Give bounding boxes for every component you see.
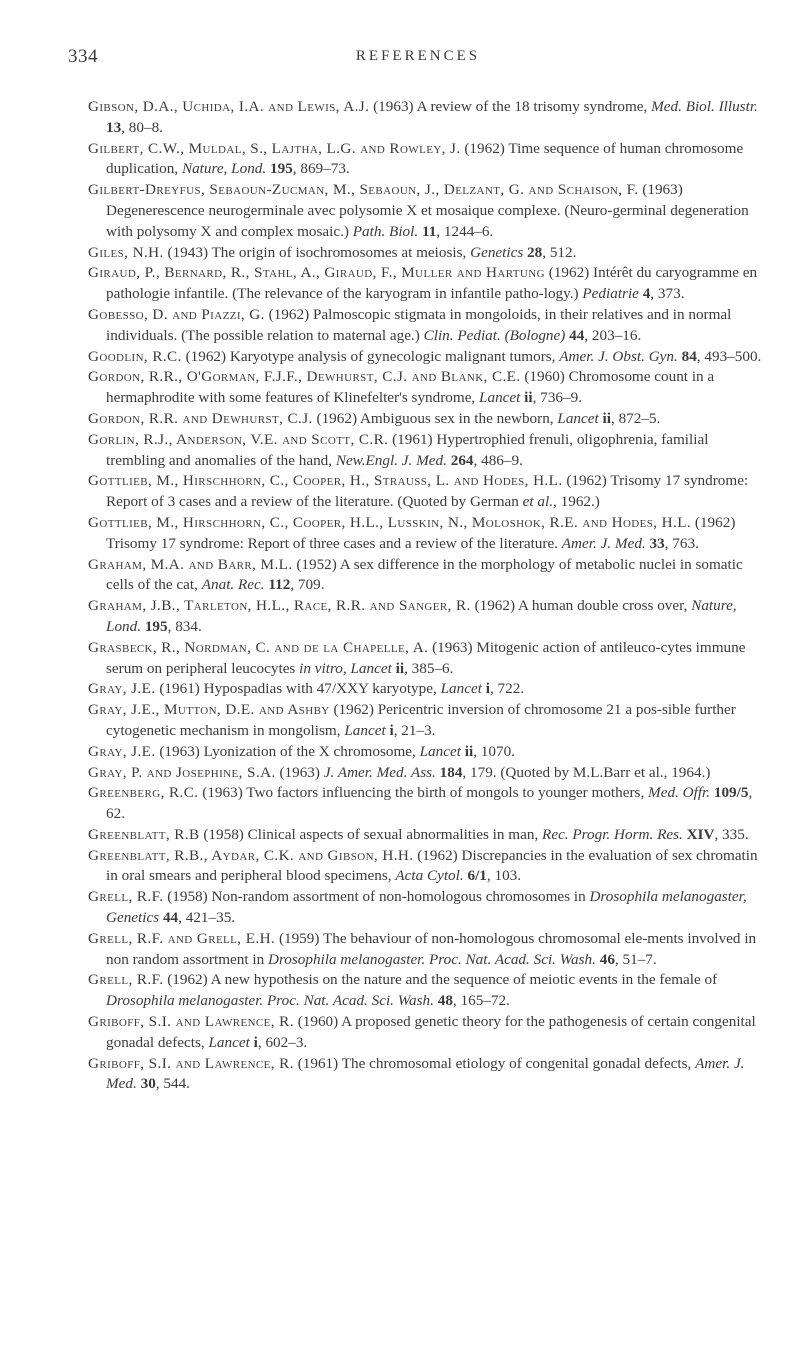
reference-entry: [88, 305, 770, 347]
reference-volume: i: [249, 1033, 258, 1051]
reference-authors: Griboff, S.I. and Lawrence, R.: [88, 1054, 294, 1072]
reference-pages: , 385–6.: [404, 659, 454, 677]
reference-journal: Acta Cytol.: [395, 867, 464, 885]
running-head: REFERENCES: [355, 48, 481, 64]
reference-journal: Med. Offr.: [648, 784, 711, 802]
reference-entry: [88, 846, 770, 888]
reference-journal: et al.: [522, 493, 554, 511]
reference-authors: Gilbert, C.W., Muldal, S., Lajtha, L.G. and Rowley, J.: [88, 139, 461, 157]
reference-authors: Grell, R.F.: [88, 971, 164, 989]
reference-journal: Med. Biol. Illustr.: [651, 98, 758, 115]
reference-volume: ii: [520, 389, 533, 407]
reference-entry: [88, 700, 770, 742]
reference-pages: , 335.: [714, 825, 749, 843]
reference-journal: Drosophila melanogaster. Proc. Nat. Acad. Sci. Wash.: [267, 950, 596, 968]
reference-text: (1963) A review of the 18 trisomy syndrome,: [369, 98, 652, 115]
reference-authors: Goodlin, R.C.: [88, 347, 182, 365]
reference-authors: Gibson, D.A., Uchida, I.A. and Lewis, A.J.: [88, 98, 370, 115]
reference-text: (1962) Palmoscopic stigmata in mongoloids, in their relatives and in normal individuals. (The possible relation to maternal age.): [106, 305, 732, 344]
reference-authors: Greenblatt, R.B., Aydar, C.K. and Gibson, H.H.: [88, 846, 414, 864]
reference-journal: Lancet: [479, 389, 521, 407]
reference-entry: [88, 430, 770, 472]
reference-journal: Drosophila melanogaster. Proc. Nat. Acad. Sci. Wash.: [106, 992, 434, 1010]
reference-pages: , 493–500.: [696, 347, 762, 365]
reference-volume: ii: [598, 409, 611, 427]
reference-volume: 44: [159, 909, 179, 927]
reference-authors: Gordon, R.R. and Dewhurst, C.J.: [88, 409, 313, 427]
reference-text: (1943) The origin of isochromosomes at meiosis,: [163, 243, 471, 261]
reference-journal: Rec. Progr. Horm. Res.: [542, 825, 683, 843]
reference-text: (1962) Trisomy 17 syndrome: Report of 3 cases and a review of the literature. (Quoted by German: [106, 472, 749, 511]
reference-authors: Gottlieb, M., Hirschhorn, C., Cooper, H., Strauss, L. and Hodes, H.L.: [88, 472, 563, 490]
reference-authors: Gray, J.E.: [88, 680, 156, 698]
reference-entry: [88, 929, 770, 971]
reference-text: (1960) Chromosome count in a hermaphrodite with some features of Klinefelter's syndrome,: [106, 368, 715, 407]
reference-volume: 46: [595, 950, 615, 968]
reference-pages: , 62.: [106, 784, 753, 823]
reference-authors: Greenberg, R.C.: [88, 784, 199, 802]
reference-authors: Graham, J.B., Tarleton, H.L., Race, R.R. and Sanger, R.: [88, 597, 471, 615]
reference-entry: [88, 243, 770, 264]
reference-journal: Clin. Pediat. (Bologne): [423, 326, 566, 344]
reference-pages: , 722.: [489, 680, 525, 698]
reference-journal: Pediatrie: [582, 285, 639, 303]
reference-volume: ii: [460, 742, 474, 760]
reference-authors: Graham, M.A. and Barr, M.L.: [88, 555, 293, 573]
reference-volume: 30: [136, 1075, 156, 1093]
reference-entry: [88, 638, 770, 680]
reference-text: (1962) Trisomy 17 syndrome: Report of three cases and a review of the literature.: [106, 513, 736, 552]
reference-text: (1962) Intérêt du caryogramme en pathologie infantile. (The relevance of the karyogram in infantile patho-logy.): [106, 264, 758, 303]
reference-volume: 11: [418, 222, 437, 240]
reference-text: (1952) A sex difference in the morphology of metabolic nuclei in somatic cells of the cat,: [106, 555, 743, 594]
reference-journal: J. Amer. Med. Ass.: [323, 763, 436, 781]
reference-journal: Drosophila melanogaster, Genetics: [106, 888, 747, 927]
reference-list: [88, 97, 770, 1095]
reference-volume: 4: [638, 285, 651, 303]
reference-authors: Gorlin, R.J., Anderson, V.E. and Scott, C.R.: [88, 430, 389, 448]
reference-journal: Amer. J. Obst. Gyn.: [559, 347, 678, 365]
page-number: 334: [68, 46, 98, 67]
reference-pages: , 203–16.: [584, 326, 642, 344]
reference-text: (1963) Mitogenic action of antileuco-cytes immune serum on peripheral leucocytes: [106, 638, 746, 677]
reference-volume: i: [385, 721, 394, 739]
reference-pages: , 763.: [664, 534, 699, 552]
page-header: [68, 46, 768, 72]
reference-pages: , 373.: [650, 285, 685, 303]
reference-text: (1962) Discrepancies in the evaluation of sex chromatin in oral smears and peripheral blood specimens,: [106, 846, 758, 885]
reference-volume: 195: [266, 160, 293, 178]
reference-entry: [88, 409, 770, 430]
reference-authors: Gray, J.E.: [88, 742, 156, 760]
reference-authors: Gilbert-Dreyfus, Sebaoun-Zucman, M., Sebaoun, J., Delzant, G. and Schaison, F.: [88, 181, 639, 199]
reference-authors: Gottlieb, M., Hirschhorn, C., Cooper, H.L., Lusskin, N., Moloshok, R.E. and Hodes, H.L.: [88, 513, 692, 531]
reference-text: (1963) Two factors influencing the birth of mongols to younger mothers,: [198, 784, 649, 802]
reference-authors: Giraud, P., Bernard, R., Stahl, A., Giraud, F., Muller and Hartung: [88, 264, 545, 282]
reference-entry: [88, 180, 770, 242]
reference-volume: 28: [523, 243, 543, 261]
reference-journal: Anat. Rec.: [201, 576, 265, 594]
reference-journal: in vitro, Lancet: [299, 659, 392, 677]
reference-text: (1958) Clinical aspects of sexual abnormalities in man,: [199, 825, 543, 843]
reference-entry: [88, 367, 770, 409]
reference-authors: Giles, N.H.: [88, 243, 164, 261]
reference-journal: Lancet: [344, 721, 386, 739]
reference-entry: [88, 970, 770, 1012]
reference-authors: Gordon, R.R., O'Gorman, F.J.F., Dewhurst, C.J. and Blank, C.E.: [88, 368, 521, 386]
reference-volume: 184: [435, 763, 463, 781]
reference-journal: Nature, Lond.: [106, 597, 737, 635]
reference-entry: [88, 596, 770, 638]
reference-text: (1961) The chromosomal etiology of congenital gonadal defects,: [293, 1054, 696, 1072]
reference-pages: , 21–3.: [393, 721, 436, 739]
reference-entry: [88, 555, 770, 597]
reference-journal: Lancet: [440, 680, 482, 698]
reference-volume: 195: [141, 617, 168, 635]
reference-journal: Lancet: [208, 1033, 250, 1051]
reference-entry: [88, 742, 770, 763]
reference-entry: [88, 347, 770, 368]
reference-pages: , 834.: [167, 617, 202, 635]
reference-entry: [88, 763, 770, 784]
reference-journal: Lancet: [419, 742, 461, 760]
reference-pages: , 1962.): [553, 493, 600, 511]
reference-text: (1963) Degenerescence neurogerminale avec polysomie X et mosaique complexe. (Neuro-germinal degeneration with polysomy X and complex mosaic.): [106, 181, 749, 240]
reference-text: (1963) Lyonization of the X chromosome,: [155, 742, 420, 760]
reference-entry: [88, 471, 770, 513]
reference-pages: , 80–8.: [121, 118, 163, 136]
reference-entry: [88, 679, 770, 700]
reference-entry: [88, 1054, 770, 1096]
reference-pages: , 709.: [290, 576, 325, 594]
reference-authors: Gobesso, D. and Piazzi, G.: [88, 305, 265, 323]
reference-authors: Gray, J.E., Mutton, D.E. and Ashby: [88, 701, 330, 719]
reference-pages: , 544.: [155, 1075, 190, 1093]
reference-entry: [88, 263, 770, 305]
reference-text: (1962) A human double cross over,: [470, 597, 692, 615]
reference-pages: , 872–5.: [610, 409, 661, 427]
reference-text: (1962) Karyotype analysis of gynecologic malignant tumors,: [181, 347, 560, 365]
reference-volume: 33: [645, 534, 665, 552]
reference-volume: i: [481, 680, 490, 698]
reference-text: (1958) Non-random assortment of non-homologous chromosomes in: [163, 888, 590, 906]
reference-entry: [88, 887, 770, 929]
reference-authors: Grell, R.F. and Grell, E.H.: [88, 929, 276, 947]
reference-journal: Amer. J. Med.: [106, 1054, 745, 1093]
reference-journal: New.Engl. J. Med.: [335, 451, 447, 469]
reference-entry: [88, 139, 770, 181]
reference-pages: , 421–35.: [178, 909, 236, 927]
reference-text: (1961) Hypertrophied frenuli, oligophrenia, familial trembling and anomalies of the hand,: [106, 430, 709, 469]
reference-text: (1963): [275, 763, 324, 781]
reference-journal: Amer. J. Med.: [561, 534, 646, 552]
reference-authors: Grasbeck, R., Nordman, C. and de la Chapelle, A.: [88, 638, 429, 656]
reference-authors: Gray, P. and Josephine, S.A.: [88, 763, 276, 781]
reference-authors: Grell, R.F.: [88, 888, 164, 906]
reference-journal: Nature, Lond.: [181, 160, 267, 178]
reference-pages: , 602–3.: [257, 1033, 308, 1051]
reference-volume: 6/1: [463, 867, 487, 885]
reference-entry: [88, 513, 770, 555]
reference-volume: ii: [391, 659, 405, 677]
reference-volume: 48: [433, 992, 453, 1010]
reference-pages: , 103.: [486, 867, 522, 885]
reference-text: (1962) Ambiguous sex in the newborn,: [312, 409, 558, 427]
reference-volume: 109/5: [710, 784, 749, 802]
reference-text: (1962) Pericentric inversion of chromosome 21 a pos-sible further cytogenetic mechanism in mongolism,: [106, 701, 736, 739]
reference-entry: [88, 97, 770, 139]
reference-pages: , 51–7.: [614, 950, 657, 968]
reference-pages: , 512.: [542, 243, 577, 261]
reference-pages: , 165–72.: [452, 992, 510, 1010]
reference-volume: 44: [565, 326, 585, 344]
reference-pages: , 869–73.: [292, 160, 350, 178]
reference-entry: [88, 783, 770, 825]
reference-pages: , 1070.: [473, 742, 515, 760]
reference-journal: Path. Biol.: [352, 222, 419, 240]
reference-text: (1961) Hypospadias with 47/XXY karyotype,: [155, 680, 441, 698]
reference-volume: 13: [106, 118, 122, 136]
reference-journal: Lancet: [557, 409, 599, 427]
reference-text: (1962) A new hypothesis on the nature and the sequence of meiotic events in the female of: [163, 971, 718, 989]
reference-text: (1962) Time sequence of human chromosome duplication,: [106, 139, 744, 178]
reference-volume: XIV: [682, 825, 715, 843]
reference-pages: , 736–9.: [532, 389, 582, 407]
reference-volume: 112: [264, 576, 291, 594]
reference-pages: , 179. (Quoted by M.L.Barr et al., 1964.): [462, 763, 711, 781]
reference-pages: , 486–9.: [473, 451, 523, 469]
reference-volume: 264: [446, 451, 474, 469]
reference-entry: [88, 1012, 770, 1054]
reference-pages: , 1244–6.: [436, 222, 494, 240]
reference-authors: Griboff, S.I. and Lawrence, R.: [88, 1013, 294, 1031]
reference-authors: Greenblatt, R.B: [88, 825, 200, 843]
reference-text: (1959) The behaviour of non-homologous chromosomal ele-ments involved in non random assortment in: [106, 929, 757, 968]
reference-volume: 84: [677, 347, 697, 365]
reference-journal: Genetics: [470, 243, 524, 261]
reference-text: (1960) A proposed genetic theory for the pathogenesis of certain congenital gonadal defects,: [106, 1013, 756, 1051]
reference-entry: [88, 825, 770, 846]
